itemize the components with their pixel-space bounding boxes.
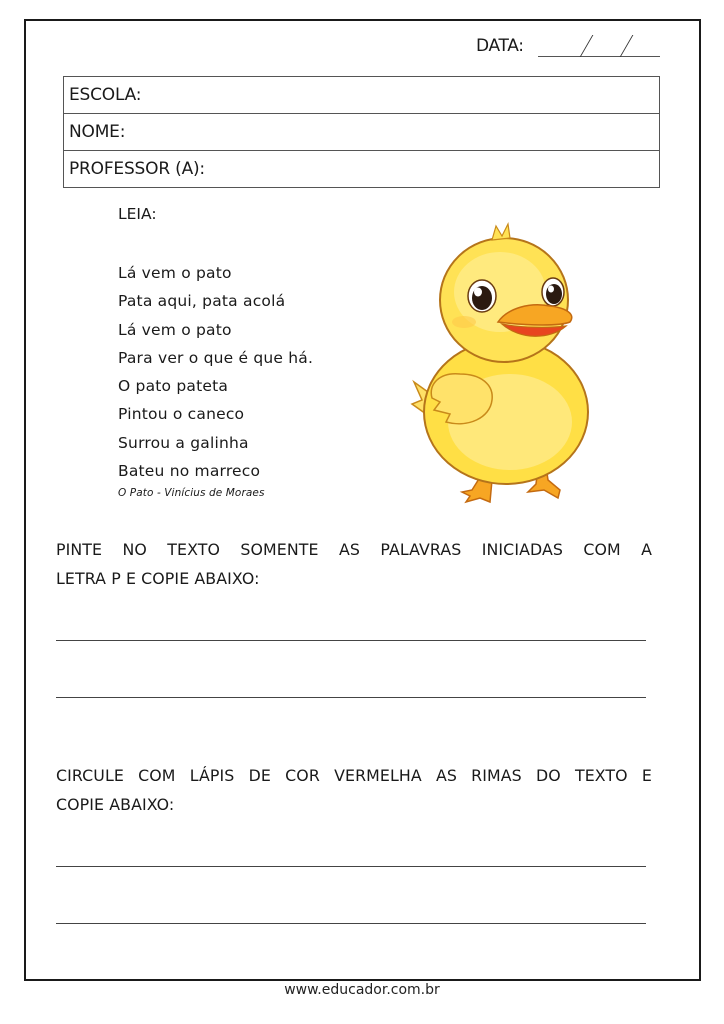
poem-line: Bateu no marreco [118,462,261,481]
task-1-line-2: LETRA P E COPIE ABAIXO: [56,568,260,588]
task-1-answer-line[interactable] [56,640,646,641]
student-info-table [63,76,660,188]
poem-line: Lá vem o pato [118,320,232,339]
poem-line: O pato pateta [118,377,229,396]
date-label: DATA: [476,36,524,56]
name-label: NOME: [69,122,126,142]
duckling-illustration [410,222,595,504]
task-2-line-2: COPIE ABAIXO: [56,794,175,814]
poem-line: Pintou o caneco [118,405,245,424]
task-1-answer-line[interactable] [56,697,646,698]
task-2-answer-line[interactable] [56,923,646,924]
poem-line: Lá vem o pato [118,264,232,282]
poem-line: Para ver o que é que há. [118,348,314,367]
task-2-line-1: CIRCULE COM LÁPIS DE COR VERMELHA AS RIMAS DO TEXTO E [56,766,652,785]
date-field[interactable] [538,56,660,57]
teacher-field[interactable] [64,151,659,187]
duck-icon [410,222,595,504]
poem-line: Pata aqui, pata acolá [118,292,286,311]
poem-credit: O Pato - Vinícius de Moraes [118,487,265,500]
poem-section [118,203,313,499]
teacher-label: PROFESSOR (A): [69,159,205,179]
name-field[interactable] [64,114,659,151]
read-label: LEIA: [118,205,157,223]
task-2-instruction [56,762,652,819]
school-label: ESCOLA: [69,85,142,105]
task-1-line-1: PINTE NO TEXTO SOMENTE AS PALAVRAS INICIADAS COM A [56,540,652,559]
task-2-answer-line[interactable] [56,866,646,867]
footer-url[interactable]: www.educador.com.br [284,982,440,998]
task-1-instruction [56,536,652,593]
school-field[interactable] [64,77,659,114]
poem-line: Surrou a galinha [118,433,249,452]
